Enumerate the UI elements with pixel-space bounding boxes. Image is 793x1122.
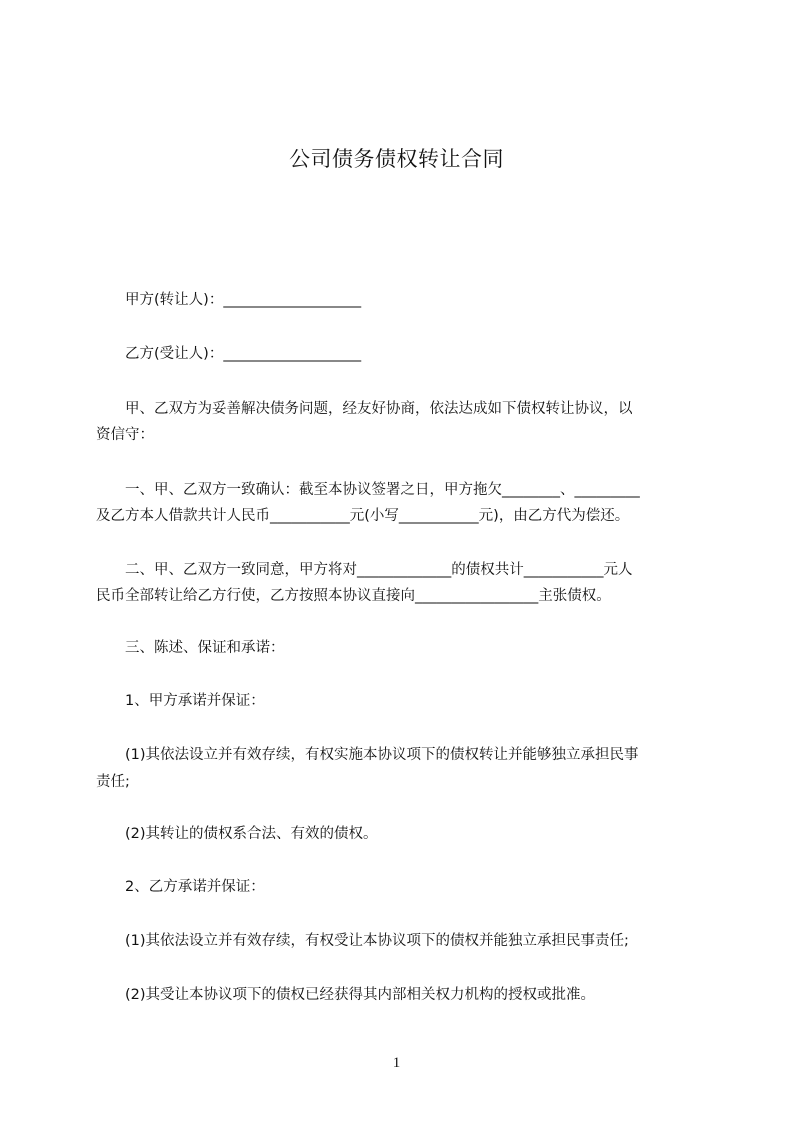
party-a-line: 甲方(转让人)：___________________ bbox=[96, 292, 362, 308]
subclause-2-heading: 2、乙方承诺并保证： bbox=[96, 879, 265, 895]
subclause-1-heading: 1、甲方承诺并保证： bbox=[96, 693, 265, 709]
clause-2-line-1: 二、甲、乙双方一致同意，甲方将对_____________的债权共计___________元人 bbox=[96, 562, 633, 578]
subclause-2-item-2: (2)其受让本协议项下的债权已经获得其内部相关权力机构的授权或批准。 bbox=[96, 987, 596, 1003]
subclause-1-item-2: (2)其转让的债权系合法、有效的债权。 bbox=[96, 826, 378, 842]
subclause-1-item-1-line-1: (1)其依法设立并有效存续，有权实施本协议项下的债权转让并能够独立承担民事 bbox=[96, 747, 639, 763]
clause-1-line-1: 一、甲、乙双方一致确认：截至本协议签署之日，甲方拖欠________、_________ bbox=[96, 482, 640, 498]
document-title: 公司债务债权转让合同 bbox=[289, 147, 504, 171]
subclause-1-item-1-line-2: 责任; bbox=[96, 774, 130, 790]
page-number: 1 bbox=[392, 1055, 401, 1071]
preamble-line-1: 甲、乙双方为妥善解决债务问题，经友好协商，依法达成如下债权转让协议，以 bbox=[96, 401, 633, 417]
subclause-2-item-1: (1)其依法设立并有效存续，有权受让本协议项下的债权并能独立承担民事责任; bbox=[96, 933, 629, 949]
clause-1-line-2: 及乙方本人借款共计人民币___________元(小写___________元)，由乙方代为偿还。 bbox=[96, 508, 630, 524]
preamble-line-2: 资信守： bbox=[96, 427, 154, 443]
clause-2-line-2: 民币全部转让给乙方行使，乙方按照本协议直接向_________________主张债权。 bbox=[96, 588, 611, 604]
clause-3-heading: 三、陈述、保证和承诺： bbox=[96, 640, 285, 656]
party-b-line: 乙方(受让人)：___________________ bbox=[96, 346, 362, 362]
